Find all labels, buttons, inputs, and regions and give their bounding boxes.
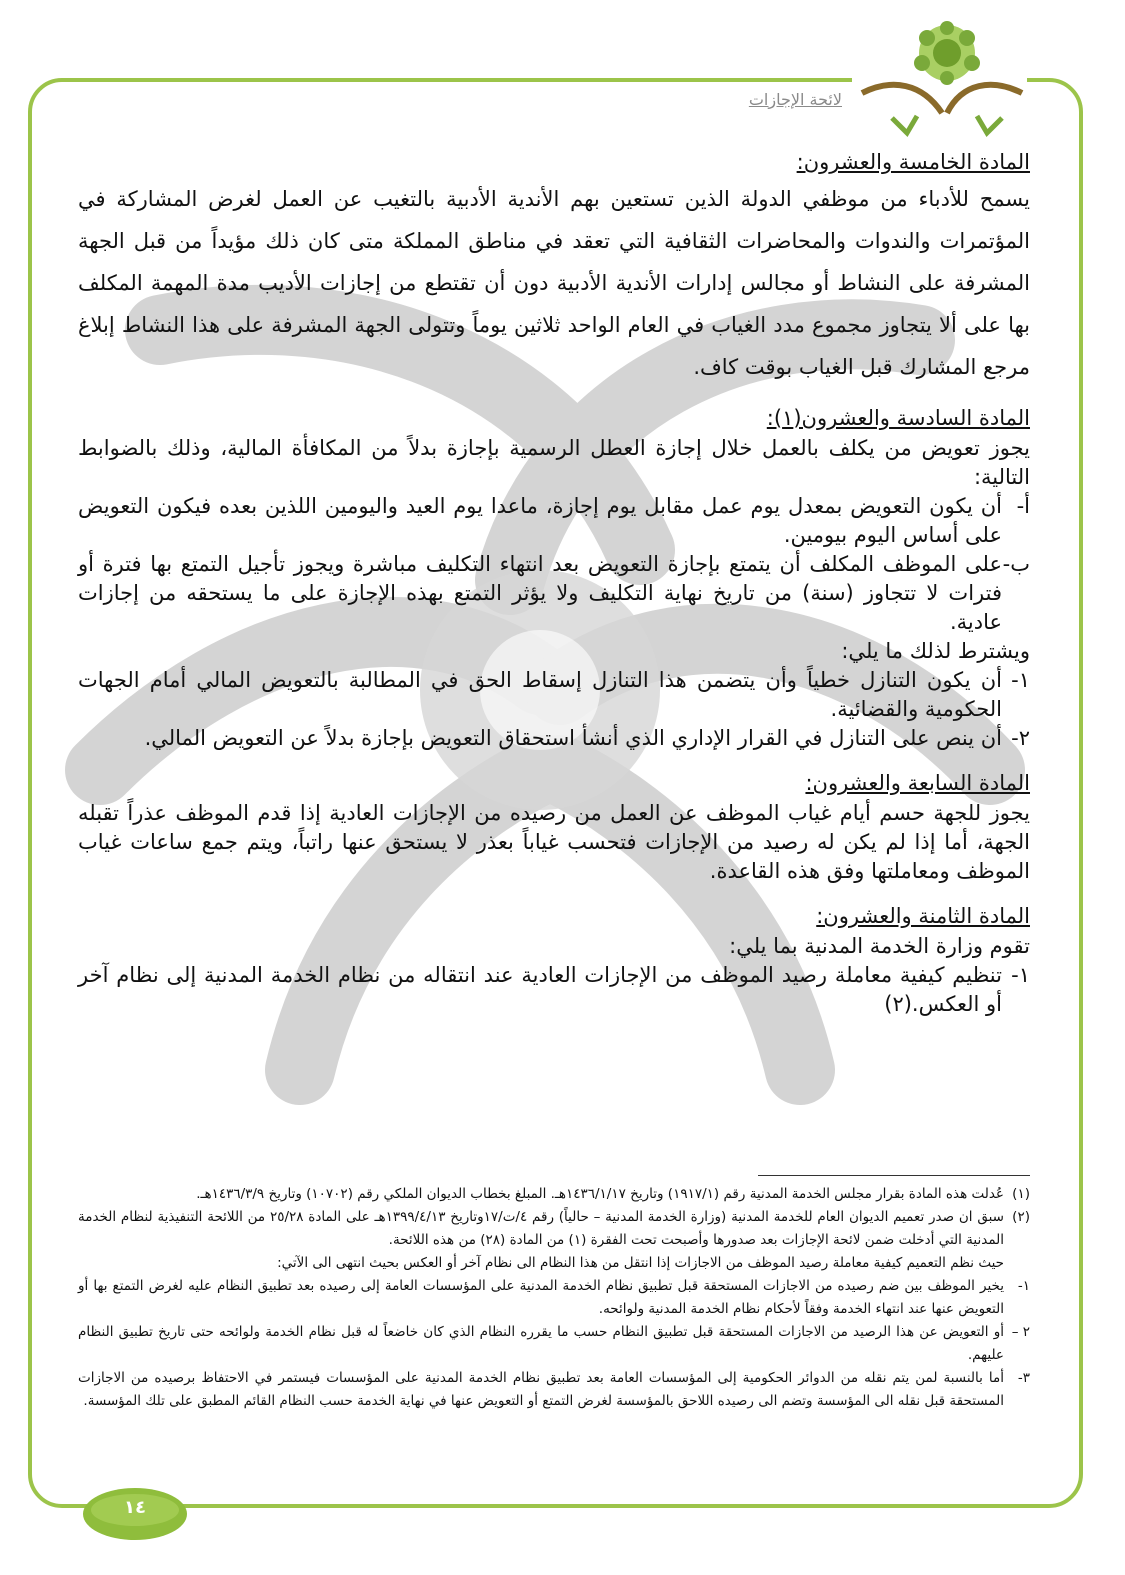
footnote	[78, 1252, 1030, 1275]
article-26	[78, 404, 1030, 753]
footnote-text: أما بالنسبة لمن يتم نقله من الدوائر الحكومية إلى المؤسسات العامة بعد تطبيق نظام الخدمة المدنية على المؤسسات فيستمر في الاحتفاظ برصيده من الاجازات المستحقة قبل نقله الى المؤسسة وتضم الى رصيده اللاحق بالمؤسسة لغرض التمتع أو التعويض عنها في نهاية الخدمة حسب النظام القائم المطبق على تلك المؤسسة.	[78, 1370, 1004, 1409]
article-26-items	[78, 492, 1030, 637]
article-26-conditions	[78, 666, 1030, 753]
article-25-heading: المادة الخامسة والعشرون:	[796, 150, 1030, 174]
list-item	[78, 550, 1030, 637]
footnote	[78, 1275, 1030, 1321]
article-25	[78, 148, 1030, 388]
footnote-marker: ١-	[1017, 1278, 1030, 1294]
footnote-marker	[1004, 1252, 1030, 1275]
list-marker: ب-	[1002, 552, 1030, 576]
footnote-marker: (١)	[1012, 1186, 1030, 1202]
list-text: على الموظف المكلف أن يتمتع بإجازة التعويض بعد انتهاء التكليف مباشرة ويجوز تأجيل التمتع بها فترة أو فترات لا تتجاوز (سنة) من تاريخ نهاية التكليف ولا يؤثر التمتع بهذه الإجازة على ما يستحقه من إجازات عادية.	[78, 552, 1002, 634]
list-marker: ١-	[1011, 963, 1030, 987]
footnote-text: سبق ان صدر تعميم الديوان العام للخدمة المدنية (وزارة الخدمة المدنية – حالياً) رقم ٤/ت/١٧وتاريخ ١٣٩٩/٤/١٣هـ على المادة ٢٥/٢٨ من اللائحة التنفيذية لنظام الخدمة المدنية التي أدخلت ضمن لائحة الإجازات بعد صدورها وأصبحت تحت الفقرة (١) من المادة (٢٨) من هذه اللائحة.	[78, 1209, 1004, 1248]
list-text: أن يكون التعويض بمعدل يوم عمل مقابل يوم إجازة، ماعدا يوم العيد واليومين اللذين بعده فيكون التعويض على أساس اليوم بيومين.	[78, 494, 1002, 547]
list-text: أن يكون التنازل خطياً وأن يتضمن هذا التنازل إسقاط الحق في المطالبة بالتعويض المالي أمام الجهات الحكومية والقضائية.	[78, 668, 1002, 721]
document-title: لائحة الإجازات	[700, 90, 842, 109]
page-number: ١٤	[124, 1497, 146, 1518]
list-text: أن ينص على التنازل في القرار الإداري الذي أنشأ استحقاق التعويض بإجازة بدلاً عن التعويض المالي.	[144, 726, 1002, 750]
list-marker: أ-	[1016, 494, 1030, 518]
article-28	[78, 902, 1030, 1019]
article-25-body: يسمح للأدباء من موظفي الدولة الذين تستعين بهم الأندية الأدبية بالتغيب عن العمل لغرض المشاركة في المؤتمرات والندوات والمحاضرات الثقافية التي تعقد في مناطق المملكة متى كان ذلك مؤيداً من قبل الجهة المشرفة على النشاط أو مجالس إدارات الأندية الأدبية دون أن تقتطع من إجازات الأديب مدة المهمة المكلف بها على ألا يتجاوز مجموع مدد الغياب في العام الواحد ثلاثين يوماً وتتولى الجهة المشرفة على هذا النشاط إبلاغ مرجع المشارك قبل الغياب بوقت كاف.	[78, 187, 1030, 379]
article-27	[78, 769, 1030, 886]
article-28-intro: تقوم وزارة الخدمة المدنية بما يلي:	[729, 934, 1030, 958]
list-item	[78, 961, 1030, 1019]
footnote-text: أو التعويض عن هذا الرصيد من الاجازات المستحقة قبل تطبيق النظام حسب ما يقرره النظام الذي كان خاضعاً له قبل نظام الخدمة ولوائحه حتى تاريخ تطبيق النظام عليهم.	[78, 1324, 1004, 1363]
list-item	[78, 724, 1030, 753]
list-marker: ١-	[1011, 668, 1030, 692]
footnote-text: حيث نظم التعميم كيفية معاملة رصيد الموظف من الاجازات إذا انتقل من هذا النظام الى نظام آخر أو العكس بحيث انتهى الى الآتي:	[277, 1255, 1004, 1271]
article-27-body: يجوز للجهة حسم أيام غياب الموظف عن العمل من رصيده من الإجازات العادية إذا قدم الموظف عذراً تقبله الجهة، أما إذا لم يكن له رصيد من الإجازات فتحسب غياباً بعذر لا يستحق عنها راتباً، ويتم جمع ساعات غياب الموظف ومعاملتها وفق هذه القاعدة.	[78, 801, 1030, 883]
footnote-text: عُدلت هذه المادة بقرار مجلس الخدمة المدنية رقم (١٩١٧/١) وتاريخ ١٤٣٦/١/١٧هـ. المبلغ بخطاب الديوان الملكي رقم (١٠٧٠٢) وتاريخ ١٤٣٦/٣/٩هـ.	[196, 1186, 1004, 1202]
footnote	[78, 1321, 1030, 1367]
footnote	[78, 1206, 1030, 1252]
palm-leaf-emblem-icon	[852, 18, 1027, 138]
footnote-marker: (٢)	[1012, 1209, 1030, 1225]
list-marker: ٢-	[1011, 726, 1030, 750]
article-28-heading: المادة الثامنة والعشرون:	[816, 904, 1030, 928]
footnote	[78, 1183, 1030, 1206]
footnote-marker: ٣-	[1017, 1370, 1030, 1386]
footnotes	[78, 1183, 1030, 1413]
main-content	[78, 148, 1030, 1035]
article-26-intro: يجوز تعويض من يكلف بالعمل خلال إجازة العطل الرسمية بإجازة بدلاً من المكافأة المالية، وذلك بالضوابط التالية:	[78, 436, 1030, 489]
article-27-heading: المادة السابعة والعشرون:	[805, 771, 1030, 795]
list-text: تنظيم كيفية معاملة رصيد الموظف من الإجازات العادية عند انتقاله من نظام الخدمة المدنية إلى نظام آخر أو العكس.(٢)	[78, 963, 1002, 1016]
list-item	[78, 666, 1030, 724]
footnote	[78, 1367, 1030, 1413]
article-26-heading: المادة السادسة والعشرون(١):	[766, 406, 1030, 430]
article-26-condition: ويشترط لذلك ما يلي:	[841, 639, 1030, 663]
article-28-items	[78, 961, 1030, 1019]
footnote-marker: ٢ –	[1011, 1324, 1030, 1340]
list-item	[78, 492, 1030, 550]
footnote-divider	[758, 1175, 1030, 1176]
footnote-text: يخير الموظف بين ضم رصيده من الاجازات المستحقة قبل تطبيق نظام الخدمة المدنية على المؤسسات العامة إلى رصيده بعد تطبيق النظام عليه لغرض التمتع بها أو التعويض عنها عند انتهاء الخدمة وفقاً لأحكام نظام الخدمة المدنية ولوائحه.	[78, 1278, 1004, 1317]
